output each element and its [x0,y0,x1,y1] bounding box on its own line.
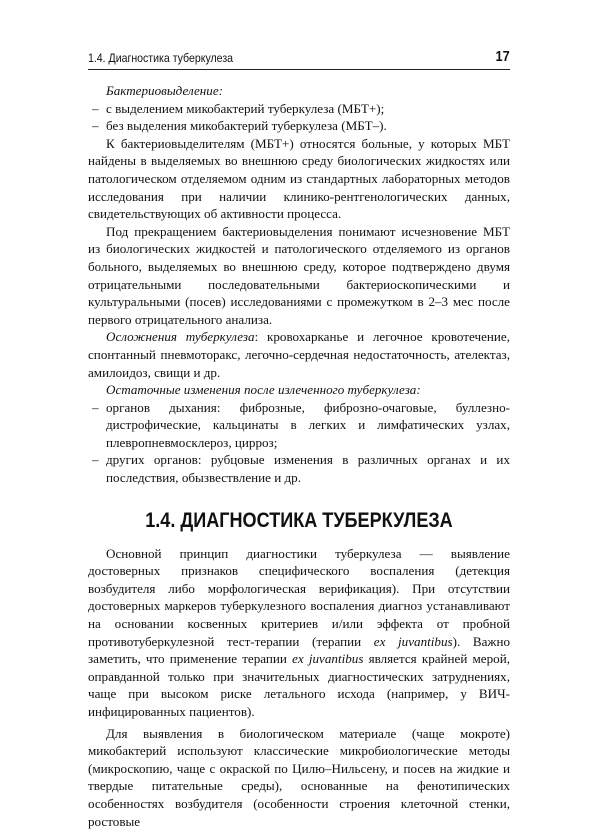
latin-term: ex juvantibus [373,633,453,649]
complications-label: Осложнения туберкулеза [106,329,255,345]
complications-text: : кровохарканье и легочное кровотечение, спонтанный пневмоторакс, легочно-сердечная недостаточность, ателектаз, амилоидоз, свищи и др. [88,329,511,380]
complications-paragraph [88,328,510,381]
residual-heading: Остаточные изменения после излеченного туберкулеза: [106,382,421,398]
list-item: – органов дыхания: фиброзные, фиброзно-очаговые, буллезно-дистрофические, кальцинаты в легких и лимфатических узлах, плевропневмосклероз, цирроз; [88,399,510,452]
text-run: является крайней мерой, оправданной только при значительных диагностических затруднениях, чаще при высоком риске летального исхода (например, у ВИЧ-инфицированных пациентов). [88,651,510,719]
paragraph: Под прекращением бактериовыделения понимают исчезновение МБТ из биологических жидкостей и патологического отделяемого из органов больного, выделяемых во внешнюю среду, которое подтверждено двумя отрицательными последовательными бактериоскопическими и культуральными (посев) исследованиями с промежутком в 2–3 мес после первого отрицательного анализа. [88,223,510,327]
running-title: 1.4. Диагностика туберкулеза [88,51,234,65]
list-item: – других органов: рубцовые изменения в различных органах и их последствия, обызвествление и др. [88,451,510,486]
text-run: Основной принцип диагностики туберкулеза — выявление достоверных признаков специфического воспаления (детекция возбудителя либо морфологическая верификация). При отсутствии достоверных маркеров туберкулезного воспаления диагноз устанавливают на основании косвенных критериев и/или эффекта от пробной противотуберкулезной тест-терапии (терапии [88,545,510,649]
list-item: – без выделения микобактерий туберкулеза (МБТ–). [88,117,510,135]
section-title: 1.4. ДИАГНОСТИКА ТУБЕРКУЛЕЗА [145,508,453,532]
latin-term: ex juvantibus [292,651,364,667]
list-item: – с выделением микобактерий туберкулеза (МБТ+); [88,100,510,118]
text-run: ). Важно заметить, что применение терапии [88,633,511,667]
running-header [88,47,510,70]
paragraph [88,545,510,721]
paragraph: К бактериовыделителям (МБТ+) относятся больные, у которых МБТ найдены в выделяемых во внешнюю среду биологических жидкостях или патологическом отделяемом одним из стандартных лабораторных методов исследования при наличии клинико-рентгенологических данных, свидетельствующих об активности процесса. [88,135,510,222]
page-number: 17 [495,48,510,65]
bacterial-heading: Бактериовыделение: [106,83,224,98]
residual-list [88,399,510,487]
paragraph: Для выявления в биологическом материале (чаще мокроте) микобактерий используют классические микробиологические методы (микроскопию, чаще с окраской по Цилю–Нильсену, и посев на жидкие и твердые питательные среды), основанные на фенотипических особенностях возбудителя (особенности строения клеточной стенки, ростовые [88,725,510,829]
page-body [88,82,510,830]
bacterial-list [88,100,510,135]
